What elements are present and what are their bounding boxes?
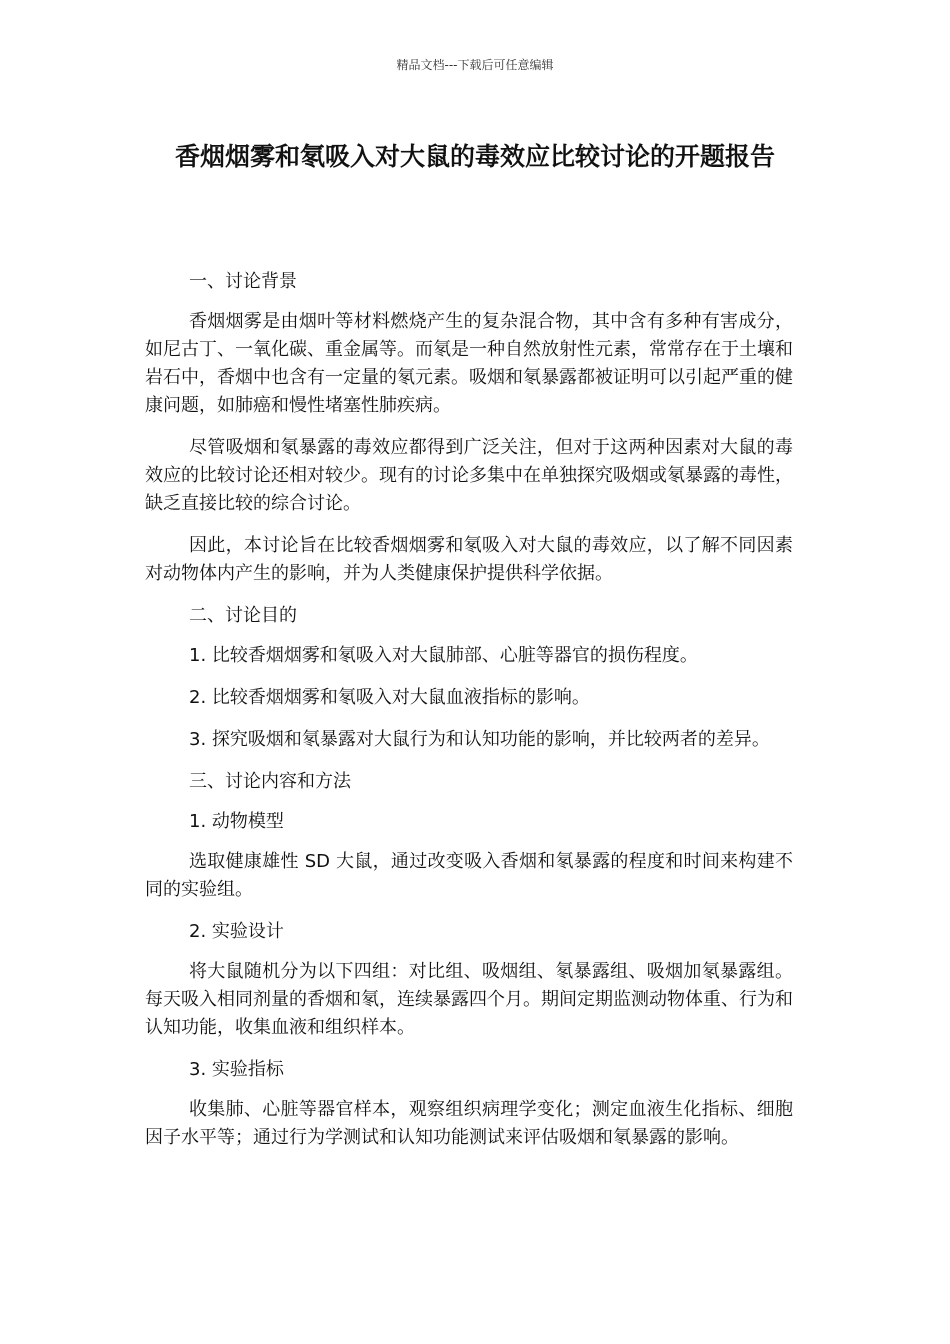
list-item-purpose-3: 3. 探究吸烟和氡暴露对大鼠行为和认知功能的影响，并比较两者的差异。 xyxy=(189,729,770,750)
list-item-purpose-1: 1. 比较香烟烟雾和氡吸入对大鼠肺部、心脏等器官的损伤程度。 xyxy=(189,645,698,666)
paragraph-background-3: 因此，本讨论旨在比较香烟烟雾和氡吸入对大鼠的毒效应，以了解不同因素对动物体内产生的影响，并为人类健康保护提供科学依据。 xyxy=(145,535,793,584)
section-heading-background: 一、讨论背景 xyxy=(189,271,297,292)
subheading-animal-model: 1. 动物模型 xyxy=(189,811,284,832)
list-item-purpose-2: 2. 比较香烟烟雾和氡吸入对大鼠血液指标的影响。 xyxy=(189,687,590,708)
paragraph-experiment-indicators: 收集肺、心脏等器官样本，观察组织病理学变化；测定血液生化指标、细胞因子水平等；通过行为学测试和认知功能测试来评估吸烟和氡暴露的影响。 xyxy=(145,1099,793,1148)
document-body xyxy=(145,268,793,1166)
paragraph-background-2: 尽管吸烟和氡暴露的毒效应都得到广泛关注，但对于这两种因素对大鼠的毒效应的比较讨论还相对较少。现有的讨论多集中在单独探究吸烟或氡暴露的毒性，缺乏直接比较的综合讨论。 xyxy=(145,437,793,514)
paragraph-experiment-design: 将大鼠随机分为以下四组：对比组、吸烟组、氡暴露组、吸烟加氡暴露组。每天吸入相同剂量的香烟和氡，连续暴露四个月。期间定期监测动物体重、行为和认知功能，收集血液和组织样本。 xyxy=(145,961,793,1038)
subheading-experiment-design: 2. 实验设计 xyxy=(189,921,284,942)
subheading-experiment-indicators: 3. 实验指标 xyxy=(189,1059,284,1080)
section-heading-purpose: 二、讨论目的 xyxy=(189,605,297,626)
header-note: 精品文档---下载后可任意编辑 xyxy=(396,58,554,72)
paragraph-background-1: 香烟烟雾是由烟叶等材料燃烧产生的复杂混合物，其中含有多种有害成分，如尼古丁、一氧化碳、重金属等。而氡是一种自然放射性元素，常常存在于土壤和岩石中，香烟中也含有一定量的氡元素。吸烟和氡暴露都被证明可以引起严重的健康问题，如肺癌和慢性堵塞性肺疾病。 xyxy=(145,311,793,416)
paragraph-animal-model: 选取健康雄性 SD 大鼠，通过改变吸入香烟和氡暴露的程度和时间来构建不同的实验组。 xyxy=(145,851,793,900)
section-heading-methods: 三、讨论内容和方法 xyxy=(189,771,351,792)
document-title: 香烟烟雾和氡吸入对大鼠的毒效应比较讨论的开题报告 xyxy=(174,142,775,171)
